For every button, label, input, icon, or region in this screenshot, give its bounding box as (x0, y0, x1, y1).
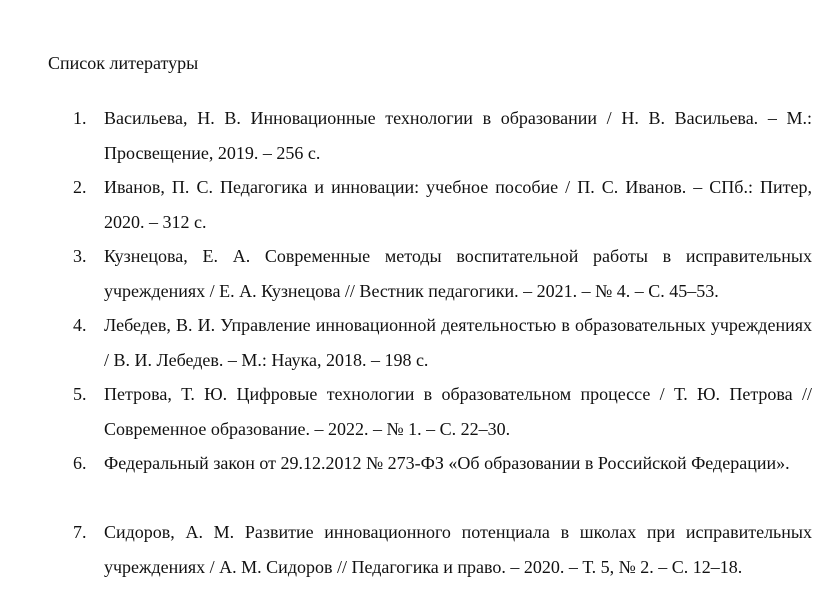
reference-text: Васильева, Н. В. Инновационные технологии в образовании / Н. В. Васильева. – М.: Просвещение, 2019. – 256 с. (104, 108, 812, 163)
reference-text: Кузнецова, Е. А. Современные методы воспитательной работы в исправительных учреждениях / Е. А. Кузнецова // Вестник педагогики. – 2021. – № 4. – С. 45–53. (104, 246, 812, 301)
reference-number: 3. (73, 246, 87, 266)
reference-list (0, 101, 816, 584)
reference-number: 6. (73, 453, 87, 473)
reference-text: Федеральный закон от 29.12.2012 № 273-ФЗ «Об образовании в Российской Федерации». (104, 453, 790, 473)
reference-number: 5. (73, 384, 87, 404)
reference-number: 4. (73, 315, 87, 335)
reference-number: 7. (73, 522, 87, 542)
list-item (0, 170, 816, 239)
list-item (0, 101, 816, 170)
reference-text: Лебедев, В. И. Управление инновационной деятельностью в образовательных учреждениях / В. И. Лебедев. – М.: Наука, 2018. – 198 с. (104, 315, 812, 370)
list-item (0, 377, 816, 446)
reference-number: 2. (73, 177, 87, 197)
reference-text: Иванов, П. С. Педагогика и инновации: учебное пособие / П. С. Иванов. – СПб.: Питер, 2020. – 312 с. (104, 177, 812, 232)
reference-number: 1. (73, 108, 87, 128)
reference-text: Петрова, Т. Ю. Цифровые технологии в образовательном процессе / Т. Ю. Петрова // Современное образование. – 2022. – № 1. – С. 22–30. (104, 384, 812, 439)
list-item (0, 515, 816, 584)
page-title: Список литературы (48, 53, 199, 73)
list-item (0, 239, 816, 308)
list-item (0, 446, 816, 515)
reference-text: Сидоров, А. М. Развитие инновационного потенциала в школах при исправительных учреждениях / А. М. Сидоров // Педагогика и право. – 2020. – Т. 5, № 2. – С. 12–18. (104, 522, 812, 577)
list-item (0, 308, 816, 377)
